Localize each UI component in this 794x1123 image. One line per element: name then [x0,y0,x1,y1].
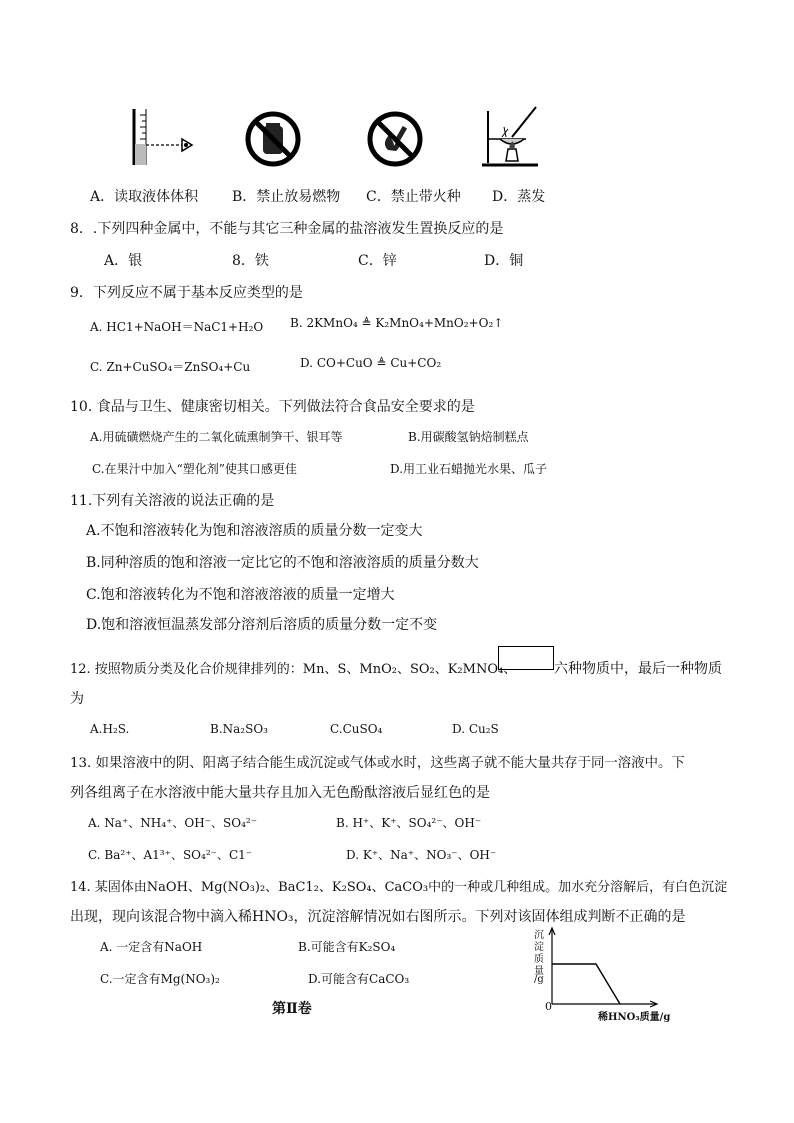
question-14-option-b: B.可能含有K₂SO₄ [298,940,396,954]
graph-y-label-5: /g [534,974,544,985]
figure-caption-b: B．禁止放易燃物 [232,189,341,205]
question-14-option-d: D.可能含有CaCO₃ [308,972,410,986]
no-flammable-items-icon [244,110,302,168]
question-12-stem: 12. 按照物质分类及化合价规律排列的：Mn、S、MnO₂、SO₂、K₂MNO₄、 [70,662,517,677]
question-14-option-a: A. 一定含有NaOH [100,940,203,954]
question-10-option-c: C.在果汁中加入“塑化剂”使其口感更佳 [92,462,297,476]
question-8-option-b: 8．铁 [232,253,269,269]
question-11-option-d: D.饱和溶液恒温蒸发部分溶剂后溶质的质量分数一定不变 [86,617,438,633]
question-12-option-a: A.H₂S. [90,722,130,736]
question-9-stem: 9．下列反应不属于基本反应类型的是 [70,285,303,301]
question-13-stem-line-2: 列各组离子在水溶液中能大量共存且加入无色酚酞溶液后显红色的是 [70,785,490,801]
question-10-option-a: A.用硫磺燃烧产生的二氧化硫熏制笋干、银耳等 [90,430,343,444]
figure-caption-a: A．读取液体体积 [90,189,199,205]
figure-caption-c: C．禁止带火种 [366,189,461,205]
graph-x-label: 稀HNO₃质量/g [598,1012,671,1023]
question-11-stem: 11.下列有关溶液的说法正确的是 [70,493,275,509]
figure-caption-d: D．蒸发 [492,189,546,205]
no-open-flame-icon [366,110,424,168]
question-10-option-b: B.用碳酸氢钠焙制糕点 [408,430,529,444]
graduated-cylinder-reading-icon [120,105,200,167]
question-9-option-a: A. HC1+NaOH＝NaC1+H₂O [90,320,264,334]
question-12-option-c: C.CuSO₄ [330,722,383,736]
question-13-option-d: D. K⁺、Na⁺、NO₃⁻、OH⁻ [346,848,497,862]
question-8-stem: 8．.下列四种金属中，不能与其它三种金属的盐溶液发生置换反应的是 [70,221,504,237]
question-13-option-c: C. Ba²⁺、A1³⁺、SO₄²⁻、C1⁻ [88,848,253,862]
question-9-option-b: B. 2KMnO₄ ≜ K₂MnO₄+MnO₂+O₂↑ [290,316,504,330]
question-10-stem: 10. 食品与卫生、健康密切相关。下列做法符合食品安全要求的是 [70,399,475,415]
question-12-option-b: B.Na₂SO₃ [210,722,268,736]
question-9-option-c: C. Zn+CuSO₄＝ZnSO₄+Cu [90,360,251,374]
answer-blank-box [498,646,554,670]
question-13-stem-line-1: 13. 如果溶液中的阴、阳离子结合能生成沉淀或气体或水时，这些离子就不能大量共存于同一溶液中。下 [70,756,685,771]
question-14-stem-line-2: 出现，现向该混合物中滴入稀HNO₃，沉淀溶解情况如右图所示。下列对该固体组成判断不正确的是 [70,909,686,925]
evaporation-apparatus-icon [478,103,548,171]
question-8-option-d: D．铜 [484,253,524,269]
question-11-option-b: B.同种溶质的饱和溶液一定比它的不饱和溶液溶质的质量分数大 [86,555,479,571]
question-14-stem-line-1: 14. 某固体由NaOH、Mg(NO₃)₂、BaC1₂、K₂SO₄、CaCO₃中的一种或几种组成。加水充分溶解后，有白色沉淀 [70,880,728,895]
question-12-stem-end: 为 [70,691,84,707]
precipitate-curve [552,964,620,1004]
question-11-option-a: A.不饱和溶液转化为饱和溶液溶质的质量分数一定变大 [86,523,423,539]
question-13-option-a: A. Na⁺、NH₄⁺、OH⁻、SO₄²⁻ [88,816,258,830]
question-11-option-c: C.饱和溶液转化为不饱和溶液溶液的质量一定增大 [86,587,395,603]
question-10-option-d: D.用工业石蜡抛光水果、瓜子 [390,462,548,476]
graph-y-label-3: 质 [534,954,544,965]
section-title: 第Ⅱ卷 [272,1001,312,1017]
graph-origin: 0 [545,1000,552,1013]
question-8-option-a: A．银 [104,253,143,269]
graph-y-label-4: 量 [534,966,544,977]
question-12-option-d: D. Cu₂S [452,722,499,736]
precipitate-graph [544,926,660,1008]
question-13-option-b: B. H⁺、K⁺、SO₄²⁻、OH⁻ [336,816,482,830]
question-12-stem-continued: 六种物质中，最后一种物质 [554,661,722,677]
graph-y-label-1: 沉 [534,930,544,941]
question-8-option-c: C．锌 [358,253,397,269]
question-9-option-d: D. CO+CuO ≜ Cu+CO₂ [300,356,442,370]
question-14-option-c: C.一定含有Mg(NO₃)₂ [100,972,220,986]
graph-y-label-2: 淀 [534,942,544,953]
